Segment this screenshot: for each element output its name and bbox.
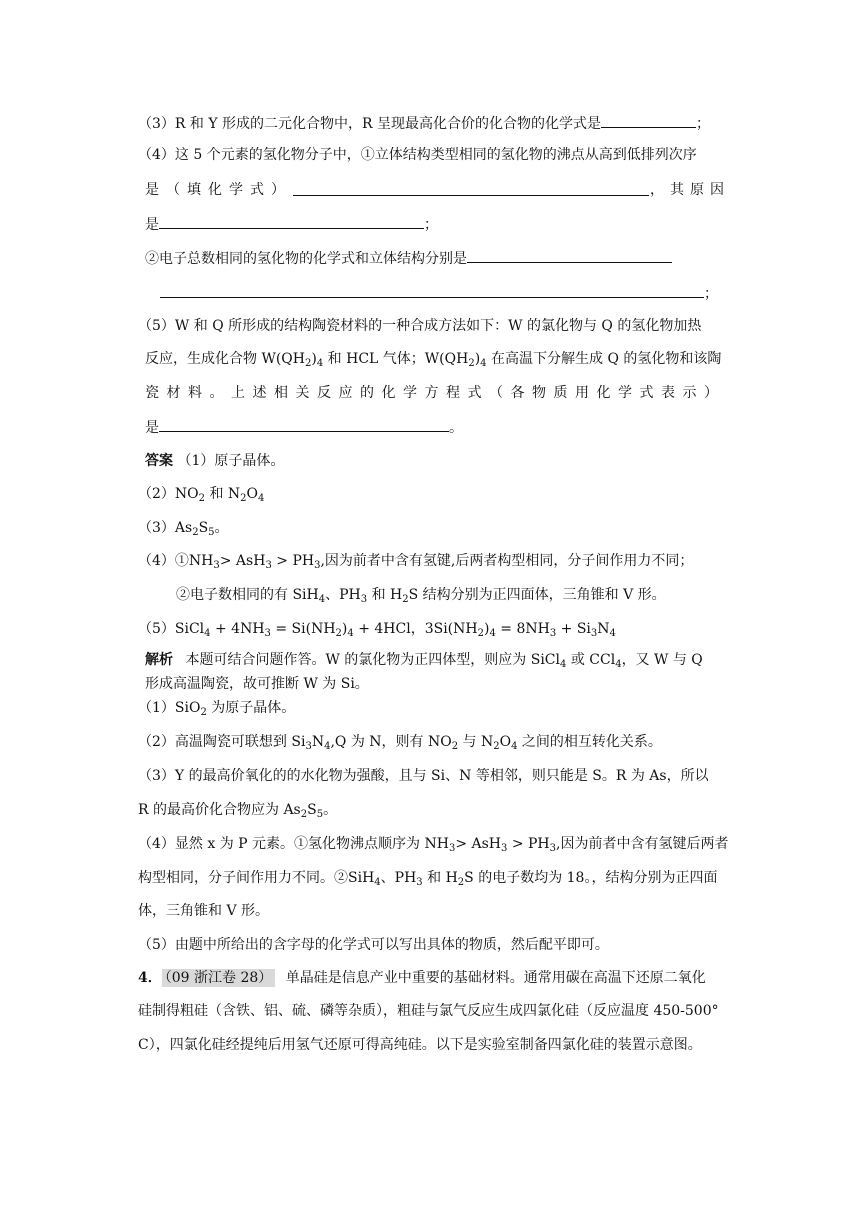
question-4-line-2: 硅制得粗硅（含铁、铝、硫、磷等杂质），粗硅与氯气反应生成四氯化硅（反应温度 450-500° <box>138 1003 719 1019</box>
analysis-label: 解析 <box>145 652 173 668</box>
q5-line-4 <box>145 416 745 438</box>
q5-line-4-start: 是 <box>145 420 159 436</box>
q4-line-1: （4）这 5 个元素的氢化物分子中，①立体结构类型相同的氢化物的沸点从高到低排列次序 <box>138 147 697 163</box>
question-4-line-3: C），四氯化硅经提纯后用氢气还原可得高纯硅。以下是实验室制备四氯化硅的装置示意图。 <box>138 1037 702 1053</box>
source-tag: （09 浙江卷 28） <box>162 969 276 987</box>
question-4-text-1: 单晶硅是信息产业中重要的基础材料。通常用碳在高温下还原二氧化 <box>285 970 706 986</box>
question-4-line-1 <box>138 968 738 988</box>
analysis-s2: （2）高温陶瓷可联想到 $Si_3N_4,Q$ 为 N，则有 $NO_2$ 与 $N_2O_4$ 之间的相互转化关系。 <box>138 734 662 752</box>
analysis-s5: （5）由题中所给出的含字母的化学式可以写出具体的物质，然后配平即可。 <box>138 937 609 953</box>
analysis-line-2: 形成高温陶瓷，故可推断 W 为 Si。 <box>145 676 369 692</box>
q4-line-5-end: ； <box>704 286 718 302</box>
q3-line <box>138 112 738 134</box>
q4-line-3-end: ； <box>424 217 438 233</box>
analysis-s3b: R 的最高价化合物应为 $As_2S_5$。 <box>138 802 338 820</box>
analysis-s4b: 构型相同，分子间作用力不同。②SiH$_4$、$PH_3$ 和 $H_2S$ 的电子数均为 18。，结构分别为正四面 <box>138 870 718 888</box>
answer-blank <box>159 213 424 229</box>
q3-text: （3）R 和 Y 形成的二元化合物中，R 呈现最高化合价的化合物的化学式是 <box>138 116 602 132</box>
answer-1: （1）原子晶体。 <box>177 453 285 469</box>
answer-label: 答案 <box>145 453 173 469</box>
q3-end: ； <box>696 116 711 132</box>
answer-blank <box>293 180 649 196</box>
q4-line-2-start: 是（填化学式） <box>145 182 292 198</box>
q4-line-2-end: ，其原因 <box>650 182 730 198</box>
answer-5: （5）SiCl$_4$ + $4NH_3 = Si(NH_2)_4 + 4HCl$，$3Si(NH_2)_4 = 8NH_3 + Si_3N_4$ <box>138 621 616 639</box>
answer-line-1 <box>145 451 745 471</box>
analysis-s3a: （3）Y 的最高价氧化的的水化物为强酸，且与 Si、N 等相邻，则只能是 S。R 为 As，所以 <box>138 768 709 784</box>
q4-line-5 <box>160 282 760 304</box>
question-number: 4． <box>138 970 162 986</box>
q5-line-3: 瓷材料。上述相关反应的化学方程式（各物质用化学式表示） <box>145 385 726 401</box>
analysis-s4a: （4）显然 x 为 P 元素。①氢化物沸点顺序为 $NH_3> AsH_3 > PH_3$,因为前者中含有氢键后两者 <box>138 836 729 854</box>
q5-line-4-end: 。 <box>449 420 463 436</box>
answer-blank <box>601 112 696 128</box>
analysis-s1: （1）SiO$_2$ 为原子晶体。 <box>138 700 296 718</box>
answer-4b: ②电子数相同的有 SiH$_4$、$PH_3$ 和 $H_2S$ 结构分别为正四面体，三角锥和 V 形。 <box>176 587 666 605</box>
q4-line-3 <box>145 213 745 235</box>
answer-3: $(3)As_2S_5$。 <box>138 520 229 538</box>
analysis-text: 本题可结合问题作答。W 的氯化物为正四体型，则应为 SiCl$_4$ 或 CCl$_4$，又 W 与 Q <box>185 652 703 670</box>
answer-4a: $(4)①NH_3> AsH_3 > PH_3$,因为前者中含有氢键,后两者构型相同，分子间作用力不同； <box>138 553 694 571</box>
answer-2: $(2)NO_2$ 和 $N_2O_4$ <box>138 486 265 504</box>
answer-blank <box>160 282 704 298</box>
answer-blank <box>159 416 449 432</box>
q5-line-1: （5）W 和 Q 所形成的结构陶瓷材料的一种合成方法如下：W 的氯化物与 Q 的氢化物加热 <box>138 318 702 334</box>
analysis-line-1 <box>145 650 745 670</box>
answer-blank <box>467 247 672 263</box>
q4-line-4 <box>145 247 745 269</box>
q4-line-3-start: 是 <box>145 217 159 233</box>
q5-line-2: 反应，生成化合物 $W(QH_2)_4$ 和 HCL 气体；$W(QH_2)_4$ 在高温下分解生成 Q 的氢化物和该陶 <box>145 351 722 369</box>
q4-line-2 <box>145 180 730 200</box>
analysis-s4c: 体，三角锥和 V 形。 <box>138 903 270 919</box>
q4-line-4-text: ②电子总数相同的氢化物的化学式和立体结构分别是 <box>145 251 467 267</box>
